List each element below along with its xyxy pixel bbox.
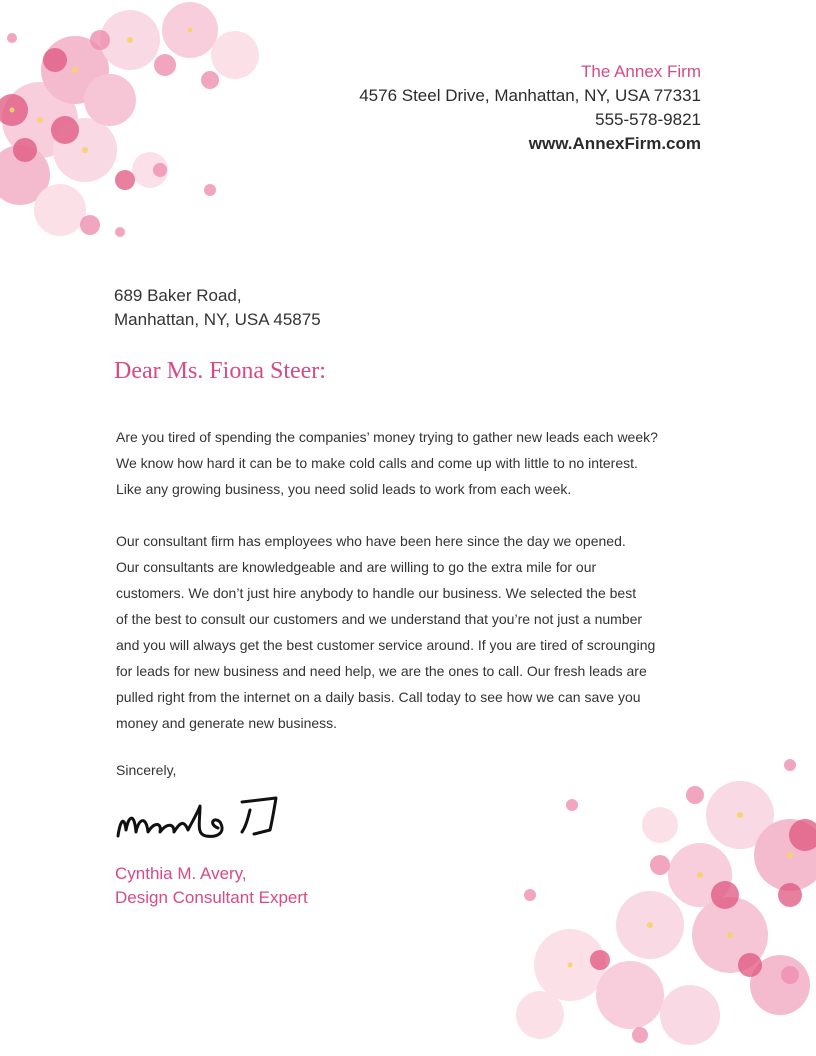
body-line: for leads for new business and need help, we are the ones to call. Our fresh leads are xyxy=(116,663,647,679)
body-line: Like any growing business, you need solid leads to work from each week. xyxy=(116,481,572,497)
floral-decoration-bottom xyxy=(490,735,816,1056)
signer-name: Cynthia M. Avery, xyxy=(115,864,247,883)
recipient-address xyxy=(114,284,321,332)
watercolor-flowers-icon xyxy=(0,0,290,270)
firm-name: The Annex Firm xyxy=(581,62,701,81)
recipient-city-line: Manhattan, NY, USA 45875 xyxy=(114,310,321,329)
body-paragraph-2 xyxy=(116,528,706,736)
body-line: and you will always get the best customer service around. If you are tired of scrounging xyxy=(116,637,656,653)
letter-body xyxy=(116,424,706,762)
body-line: customers. We don’t just hire anybody to handle our business. We selected the best xyxy=(116,585,637,601)
floral-decoration-top xyxy=(0,0,290,270)
body-paragraph-1 xyxy=(116,424,706,502)
body-line: Are you tired of spending the companies’ money trying to gather new leads each week? xyxy=(116,429,658,445)
salutation: Dear Ms. Fiona Steer: xyxy=(114,358,326,384)
body-line: We know how hard it can be to make cold calls and come up with little to no interest. xyxy=(116,455,638,471)
body-line: pulled right from the internet on a daily basis. Call today to see how we can save you xyxy=(116,689,641,705)
body-line: of the best to consult our customers and we understand that you’re not just a number xyxy=(116,611,643,627)
firm-address: 4576 Steel Drive, Manhattan, NY, USA 77331 xyxy=(359,86,701,105)
handwritten-signature xyxy=(114,792,282,848)
closing: Sincerely, xyxy=(116,762,177,778)
body-line: Our consultants are knowledgeable and are willing to go the extra mile for our xyxy=(116,559,597,575)
signer-block xyxy=(115,862,308,910)
body-line: Our consultant firm has employees who have been here since the day we opened. xyxy=(116,533,626,549)
recipient-street: 689 Baker Road, xyxy=(114,286,242,305)
firm-website: www.AnnexFirm.com xyxy=(528,134,701,153)
signature-icon xyxy=(114,792,282,848)
letterhead xyxy=(359,60,701,156)
watercolor-flowers-icon xyxy=(490,735,816,1056)
body-line: money and generate new business. xyxy=(116,715,338,731)
signer-title: Design Consultant Expert xyxy=(115,888,308,907)
firm-phone: 555-578-9821 xyxy=(595,110,701,129)
